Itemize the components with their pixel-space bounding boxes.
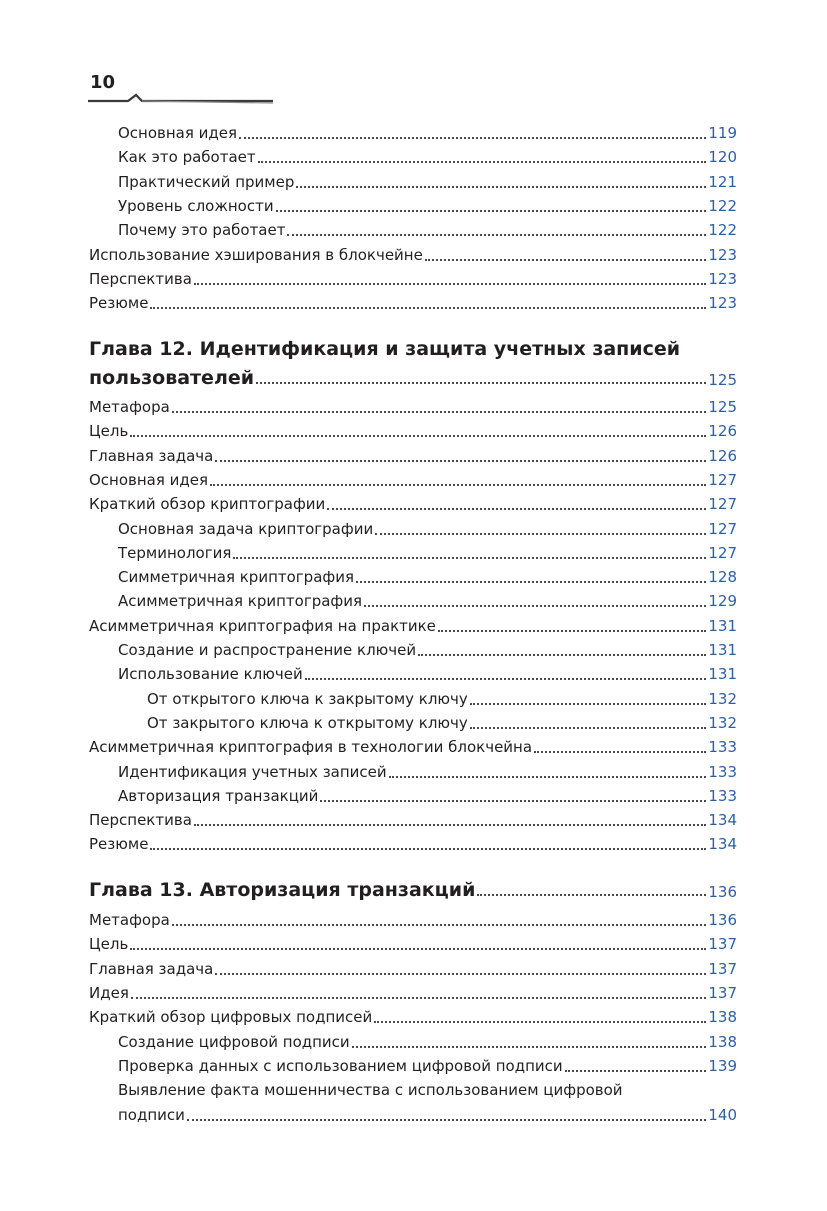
toc-entry-title: Асимметричная криптография на практике xyxy=(89,616,436,635)
toc-entry[interactable] xyxy=(89,196,737,216)
toc-entry-title: Асимметричная криптография в технологии блокчейна xyxy=(89,738,533,757)
toc-entry[interactable] xyxy=(89,959,737,979)
dot-leader xyxy=(215,460,706,462)
toc-entry-page: 126 xyxy=(708,422,737,441)
wrapped-entry-line1: Выявление факта мошенничества с использованием цифровой xyxy=(118,1081,623,1099)
toc-entry-title: Основная идея xyxy=(118,124,238,142)
toc-entry[interactable] xyxy=(89,689,737,709)
toc-entry-title: Идея xyxy=(89,983,129,1002)
toc-entry[interactable] xyxy=(89,834,737,854)
toc-entry[interactable] xyxy=(89,934,737,954)
dot-leader xyxy=(172,411,707,413)
toc-entry-title: Идентификация учетных записей xyxy=(118,762,387,781)
chapter-12-title-line2: пользователей xyxy=(89,367,255,389)
toc-entry-page: 139 xyxy=(708,1056,737,1075)
toc-entry[interactable] xyxy=(89,640,737,660)
toc-entry-title: От открытого ключа к закрытому ключу xyxy=(147,689,468,708)
dot-leader xyxy=(320,800,706,802)
toc-entry-page: 133 xyxy=(708,738,737,757)
toc-entry-page: 127 xyxy=(708,495,737,514)
toc-entry[interactable] xyxy=(89,172,737,192)
toc-entry[interactable] xyxy=(89,421,737,441)
chapter-13-page: 136 xyxy=(708,883,737,901)
dot-leader xyxy=(374,1021,706,1023)
toc-entry-title: Главная задача xyxy=(89,446,214,465)
toc-entry-page: 134 xyxy=(708,835,737,854)
dot-leader xyxy=(150,848,706,850)
chapter-13-title: Глава 13. Авторизация транзакций xyxy=(89,879,476,901)
toc-entry-page: 120 xyxy=(708,148,737,167)
dot-leader xyxy=(470,703,707,705)
toc-entry-page: 119 xyxy=(708,124,737,142)
toc-entry[interactable] xyxy=(89,543,737,563)
dot-leader xyxy=(276,210,707,212)
toc-entry-page: 133 xyxy=(708,762,737,781)
toc-entry[interactable] xyxy=(89,910,737,930)
dot-leader xyxy=(194,283,706,285)
dot-leader xyxy=(131,997,707,999)
toc-entry[interactable] xyxy=(89,737,737,757)
toc-entry-title: Резюме xyxy=(89,294,149,313)
toc-entry-title: Уровень сложности xyxy=(118,196,274,215)
toc-entry-page: 137 xyxy=(708,935,737,954)
dot-leader xyxy=(256,382,706,384)
toc-entry-page: 137 xyxy=(708,959,737,978)
dot-leader xyxy=(425,259,707,261)
dot-leader xyxy=(215,973,706,975)
toc-entry-title: Симметричная криптография xyxy=(118,568,354,587)
toc-entry-page: 126 xyxy=(708,446,737,465)
dot-leader xyxy=(130,948,706,950)
chapter-12-entry[interactable] xyxy=(89,366,737,390)
toc-entry-page: 127 xyxy=(708,543,737,562)
toc-entry-title: Использование хэширования в блокчейне xyxy=(89,245,423,264)
dot-leader xyxy=(239,137,706,139)
toc-entry[interactable] xyxy=(89,713,737,733)
chapter-12-page: 125 xyxy=(708,371,737,389)
dot-leader xyxy=(418,654,706,656)
toc-entry[interactable] xyxy=(89,1056,737,1076)
toc-entry-page: 127 xyxy=(708,470,737,489)
toc-entry-page: 132 xyxy=(708,689,737,708)
toc-entry-title: Перспектива xyxy=(89,811,192,830)
dot-leader xyxy=(287,234,706,236)
toc-entry-page: 131 xyxy=(708,665,737,684)
toc-entry[interactable] xyxy=(89,470,737,490)
toc-entry-page: 123 xyxy=(708,269,737,288)
toc-entry[interactable] xyxy=(89,123,737,143)
toc-entry-title: Создание и распространение ключей xyxy=(118,641,417,659)
dot-leader xyxy=(565,1070,707,1072)
toc-entry-page: 136 xyxy=(708,911,737,929)
dot-leader xyxy=(375,533,706,535)
dot-leader xyxy=(438,630,706,632)
dot-leader xyxy=(150,307,706,309)
dot-leader xyxy=(305,678,707,680)
toc-entry-title: Метафора xyxy=(89,398,170,416)
toc-entry[interactable] xyxy=(89,1007,737,1027)
toc-entry[interactable] xyxy=(89,810,737,830)
dot-leader xyxy=(534,751,706,753)
toc-entry-page: 123 xyxy=(708,294,737,313)
toc-entry-page: 129 xyxy=(708,592,737,611)
toc-entry-page: 122 xyxy=(708,196,737,215)
toc-entry[interactable] xyxy=(89,567,737,587)
toc-entry[interactable] xyxy=(89,519,737,539)
toc-entry-title: Главная задача xyxy=(89,959,214,978)
page-number: 10 xyxy=(90,72,116,93)
toc-entry-title: Краткий обзор цифровых подписей xyxy=(89,1008,373,1027)
chapter-13-entry[interactable] xyxy=(89,878,737,902)
toc-entry-title: Резюме xyxy=(89,835,149,854)
toc-entry-page: 134 xyxy=(708,811,737,830)
toc-entry[interactable] xyxy=(89,293,737,313)
dot-leader xyxy=(296,186,706,188)
dot-leader xyxy=(356,581,706,583)
dot-leader xyxy=(233,557,706,559)
toc-entry[interactable] xyxy=(89,762,737,782)
dot-leader xyxy=(258,161,707,163)
header-rule-ornament xyxy=(88,92,273,108)
toc-entry-page: 138 xyxy=(708,1008,737,1027)
dot-leader xyxy=(352,1046,707,1048)
toc-entry-title: Перспектива xyxy=(89,269,192,288)
toc-entry-title: Использование ключей xyxy=(118,665,303,684)
dot-leader xyxy=(130,435,706,437)
toc-entry[interactable] xyxy=(89,1032,737,1052)
toc-entry[interactable] xyxy=(89,397,737,417)
toc-entry-page: 122 xyxy=(708,221,737,240)
toc-entry-title: Краткий обзор криптографии xyxy=(89,495,326,514)
dot-leader xyxy=(477,894,706,896)
toc-entry[interactable] xyxy=(89,269,737,289)
toc-entry-title: Авторизация транзакций xyxy=(118,786,319,805)
toc-entry-title: Создание цифровой подписи xyxy=(118,1032,350,1051)
toc-entry-page: 127 xyxy=(708,519,737,538)
toc-entry[interactable] xyxy=(89,245,737,265)
toc-entry-title: Цель xyxy=(89,422,129,441)
toc-entry-title: Основная задача криптографии xyxy=(118,519,374,538)
wrapped-entry-line2: подписи xyxy=(118,1106,185,1124)
toc-entry-title: Асимметричная криптография xyxy=(118,592,363,611)
toc-entry-page: 131 xyxy=(708,616,737,635)
toc-entry[interactable] xyxy=(89,220,737,240)
toc-entry-title: Метафора xyxy=(89,911,170,929)
toc-entry-page: 137 xyxy=(708,983,737,1002)
toc-entry-page: 128 xyxy=(708,568,737,587)
toc-entry-title: Почему это работает xyxy=(118,221,286,240)
toc-entry[interactable] xyxy=(89,616,737,636)
toc-entry[interactable] xyxy=(89,786,737,806)
toc-entry-page: 125 xyxy=(708,398,737,416)
dot-leader xyxy=(364,605,706,607)
toc-entry-page: 133 xyxy=(708,786,737,805)
wrapped-entry[interactable] xyxy=(89,1105,737,1125)
wrapped-entry-page: 140 xyxy=(708,1106,737,1124)
dot-leader xyxy=(194,824,706,826)
dot-leader xyxy=(470,727,707,729)
toc-entry-title: Терминология xyxy=(118,543,232,562)
dot-leader xyxy=(172,924,707,926)
toc-entry-title: Практический пример xyxy=(118,172,295,191)
toc-entry-title: Проверка данных с использованием цифровой подписи xyxy=(118,1056,563,1075)
toc-entry-title: Как это работает xyxy=(118,148,256,167)
dot-leader xyxy=(210,484,706,486)
toc-entry[interactable] xyxy=(89,983,737,1003)
toc-entry[interactable] xyxy=(89,494,737,514)
toc-entry[interactable] xyxy=(89,664,737,684)
toc-entry-page: 121 xyxy=(708,172,737,191)
toc-entry-page: 132 xyxy=(708,713,737,732)
toc-entry-title: От закрытого ключа к открытому ключу xyxy=(147,713,468,732)
dot-leader xyxy=(187,1119,706,1121)
toc-entry-page: 138 xyxy=(708,1032,737,1051)
dot-leader xyxy=(389,776,707,778)
toc-entry-page: 123 xyxy=(708,245,737,264)
dot-leader xyxy=(327,508,706,510)
toc-entry-title: Основная идея xyxy=(89,470,209,489)
toc-entry-title: Цель xyxy=(89,935,129,954)
toc-entry[interactable] xyxy=(89,591,737,611)
chapter-12-title-line1: Глава 12. Идентификация и защита учетных записей xyxy=(89,338,681,360)
toc-entry[interactable] xyxy=(89,446,737,466)
toc-entry[interactable] xyxy=(89,147,737,167)
toc-entry-page: 131 xyxy=(708,641,737,659)
